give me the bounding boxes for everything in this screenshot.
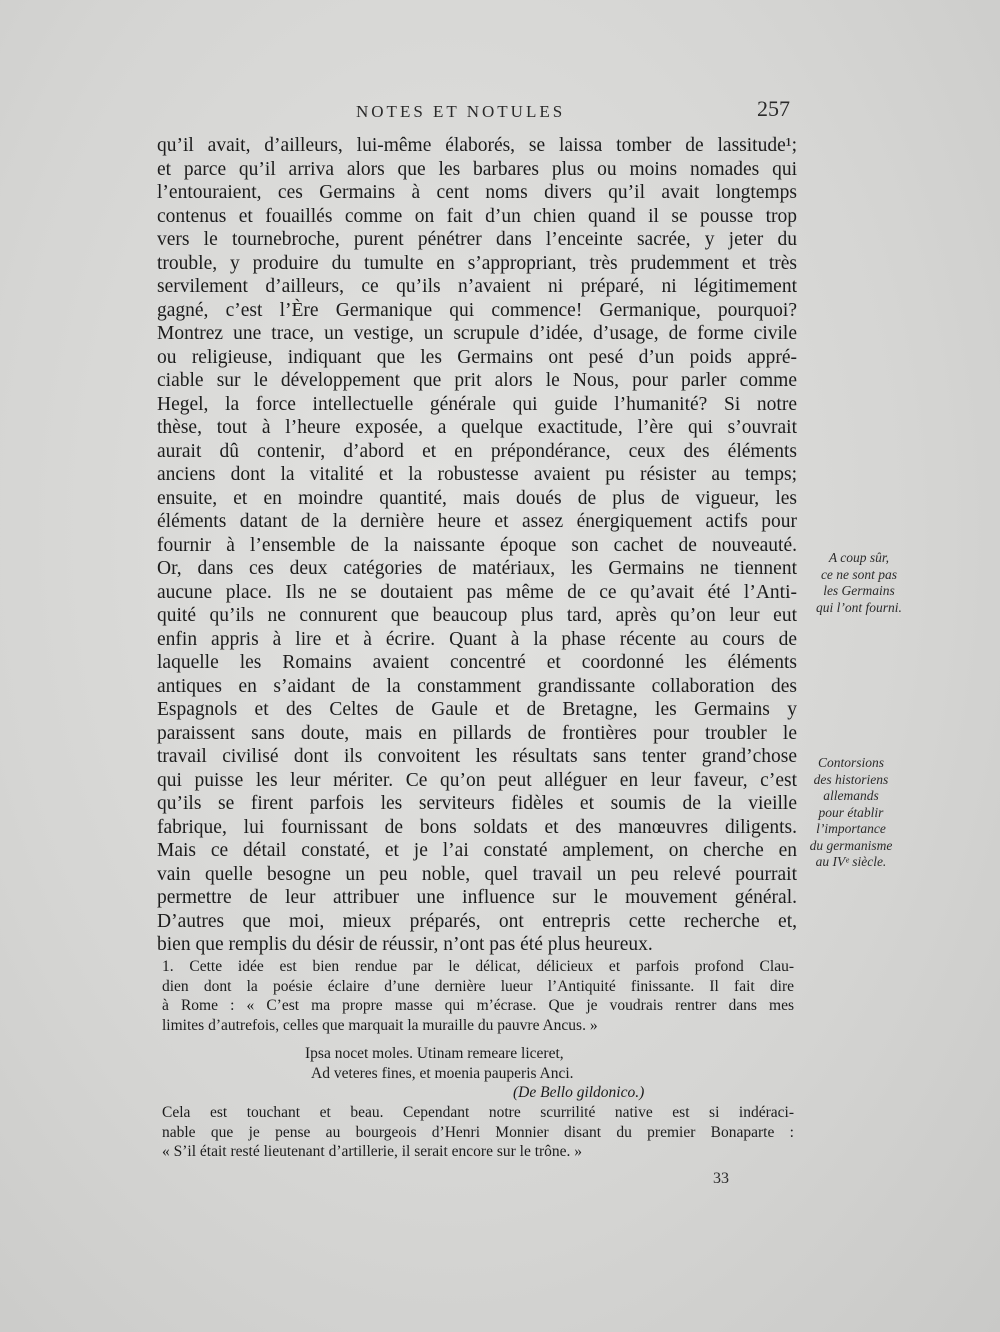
margin-note-line: Contorsions bbox=[817, 755, 885, 770]
main-text-block bbox=[157, 134, 797, 957]
closing-paragraph bbox=[162, 1103, 794, 1162]
margin-note-line: pour établir bbox=[818, 804, 884, 820]
text-line: gagné, c’est l’Ère Germanique qui commence! Germanique, pourquoi? bbox=[157, 299, 797, 321]
margin-note-line: A coup sûr, bbox=[828, 550, 890, 565]
footnote-line: dien dont la poésie éclaire d’une dernière lueur l’Antiquité finissante. Il fait dire bbox=[162, 977, 794, 995]
margin-note-line: allemands bbox=[823, 788, 879, 803]
margin-note-line: ce ne sont pas bbox=[820, 566, 898, 582]
margin-note-line: du germanisme bbox=[809, 837, 893, 853]
closing-line: nable que je pense au bourgeois d’Henri Monnier disant du premier Bonaparte : bbox=[162, 1123, 794, 1141]
text-line: ciable sur le développement que prit alors le Nous, pour parler comme bbox=[157, 370, 797, 391]
footnote-line: à Rome : « C’est ma propre masse qui m’écrase. Que je voudrais rentrer dans mes bbox=[162, 997, 794, 1014]
margin-note-line: l’importance bbox=[816, 821, 886, 836]
closing-line: Cela est touchant et beau. Cependant notre scurrilité native est si indéraci- bbox=[162, 1104, 794, 1121]
footnote-line: limites d’autrefois, celles que marquait la muraille du pauvre Ancus. » bbox=[162, 1016, 598, 1034]
text-line: contenus et fouaillés comme on fait d’un chien quand il se pousse trop bbox=[157, 205, 797, 227]
text-line: et parce qu’il arriva alors que les barbares plus ou moins nomades qui bbox=[157, 158, 797, 180]
text-line: permettre de leur attribuer une influence sur le mouvement général. bbox=[157, 887, 797, 908]
margin-note-line: des historiens bbox=[813, 771, 889, 787]
text-line: qu’ils se firent parfois les serviteurs fidèles et soumis de la vieille bbox=[157, 793, 797, 814]
printer-signature-mark: 33 bbox=[713, 1170, 729, 1187]
text-line: D’autres que moi, mieux préparés, ont entrepris cette recherche et, bbox=[157, 910, 797, 932]
text-line: qu’il avait, d’ailleurs, lui-même élaborés, se laissa tomber de lassitude¹; bbox=[157, 135, 797, 156]
closing-line: « S’il était resté lieutenant d’artillerie, il serait encore sur le trône. » bbox=[162, 1143, 583, 1160]
text-line: fabrique, lui fournissant de bons soldats et des manœuvres diligents. bbox=[157, 816, 797, 838]
text-line: ou religieuse, indiquant que les Germains ont pesé d’un poids appré- bbox=[157, 346, 797, 368]
page-number: 257 bbox=[757, 96, 790, 121]
text-line: thèse, tout à l’heure exposée, a quelque exactitude, l’ère qui s’ouvrait bbox=[157, 417, 797, 438]
text-line: antiques en s’aidant de la constamment grandissante collaboration des bbox=[157, 675, 797, 697]
latin-verse-quote bbox=[305, 1044, 725, 1103]
text-line: bien que remplis du désir de réussir, n’ont pas été plus heureux. bbox=[157, 934, 653, 955]
footnote-line: 1. Cette idée est bien rendue par le délicat, délicieux et parfois profond Clau- bbox=[162, 958, 794, 975]
margin-note-1 bbox=[794, 550, 924, 616]
text-line: travail civilisé dont ils convoitent les résultats sans tenter grand’chose bbox=[157, 746, 797, 767]
text-line: Montrez une trace, un vestige, un scrupule d’idée, d’usage, de forme civile bbox=[157, 323, 797, 344]
text-line: fournir à l’ensemble de la naissante époque son cachet de nouveauté. bbox=[157, 534, 797, 556]
margin-note-line: les Germains bbox=[823, 583, 895, 598]
text-line: vers le tournebroche, purent pénétrer dans l’enceinte sacrée, y jeter du bbox=[157, 229, 797, 250]
text-line: anciens dont la vitalité et la robustesse avaient pu résister au temps; bbox=[157, 464, 797, 485]
text-line: paraissent sans doute, mais en pillards de frontières pour troubler le bbox=[157, 722, 797, 744]
text-line: aucune place. Ils ne se doutaient pas même de ce qu’avait été l’Anti- bbox=[157, 581, 797, 603]
text-line: aurait dû contenir, d’abord et en prépondérance, ceux des éléments bbox=[157, 440, 797, 462]
running-head: NOTES ET NOTULES bbox=[356, 102, 566, 121]
verse-line: Ad veteres fines, et moenia pauperis Anci. bbox=[311, 1064, 574, 1082]
text-line: enfin appris à lire et à écrire. Quant à la phase récente au cours de bbox=[157, 628, 797, 650]
text-line: laquelle les Romains avaient concentré et coordonné les éléments bbox=[157, 652, 797, 673]
text-line: Or, dans ces deux catégories de matériaux, les Germains ne tiennent bbox=[157, 558, 797, 579]
text-line: servilement d’ailleurs, ce qu’ils n’avaient ni préparé, ni légitimement bbox=[157, 276, 797, 297]
text-line: vain quelle besogne un peu noble, quel travail un peu relevé pourrait bbox=[157, 863, 797, 885]
footnote-block bbox=[162, 957, 794, 1035]
text-line: l’entouraient, ces Germains à cent noms divers qu’il avait longtemps bbox=[157, 182, 797, 203]
verse-line: Ipsa nocet moles. Utinam remeare liceret, bbox=[305, 1045, 564, 1062]
text-line: Hegel, la force intellectuelle générale qui guide l’humanité? Si notre bbox=[157, 393, 797, 415]
margin-note-line: qui l’ont fourni. bbox=[816, 599, 902, 615]
margin-note-line: au IVᵉ siècle. bbox=[815, 854, 887, 869]
text-line: trouble, y produire du tumulte en s’appropriant, très prudemment et très bbox=[157, 252, 797, 274]
margin-note-2 bbox=[786, 755, 916, 871]
text-line: ensuite, et en moindre quantité, mais doués de plus de vigueur, les bbox=[157, 487, 797, 509]
text-line: quité qu’ils ne connurent que beaucoup plus tard, après qu’on leur eut bbox=[157, 605, 797, 626]
text-line: éléments datant de la dernière heure et assez énergiquement actifs pour bbox=[157, 511, 797, 532]
text-line: qui puisse les leur mériter. Ce qu’on peut alléguer en leur faveur, c’est bbox=[157, 769, 797, 791]
text-line: Mais ce détail constaté, et je l’ai constaté amplement, on cherche en bbox=[157, 840, 797, 861]
text-line: Espagnols et des Celtes de Gaule et de Bretagne, les Germains y bbox=[157, 699, 797, 720]
verse-source: (De Bello gildonico.) bbox=[513, 1084, 645, 1101]
